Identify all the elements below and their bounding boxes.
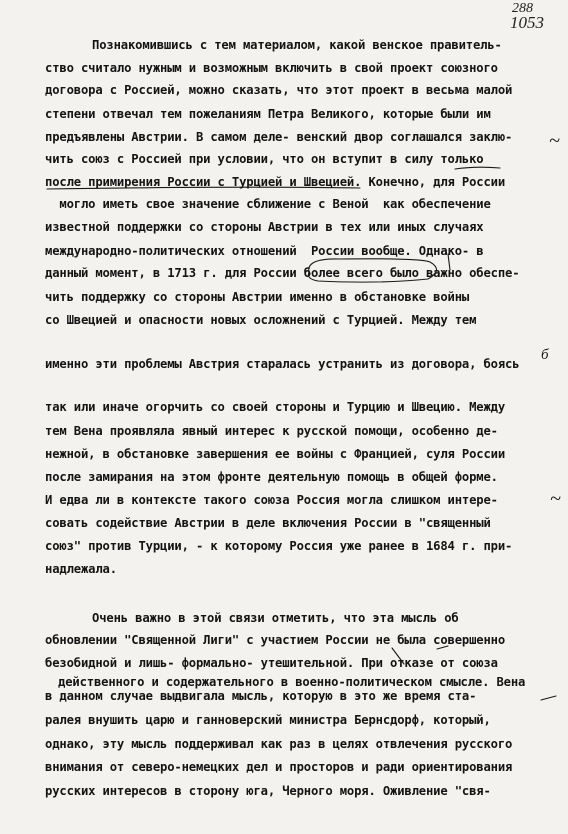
page-number-old: 288 — [512, 1, 533, 16]
margin-mark: ~ — [550, 488, 561, 510]
text-line: ралея внушить царю и ганноверский министра Бернсдорф, который, — [45, 713, 491, 727]
text-line: чить поддержку со стороны Австрии именно в обстановке войны — [45, 290, 470, 304]
text-line: безобидной и лишь- формально- утешительной. При отказе от союза — [45, 656, 498, 670]
text-line: нежной, в обстановке завершения ее войны с Францией, суля России — [45, 447, 505, 461]
text-line: могло иметь свое значение сближение с Веной как обеспечение — [45, 197, 491, 211]
text-line: Познакомившись с тем материалом, какой венское правитель- — [92, 38, 502, 52]
text-line: тем Вена проявляла явный интерес к русской помощи, особенно де- — [45, 424, 498, 438]
text-line: так или иначе огорчить со своей стороны и Турцию и Швецию. Между — [45, 400, 505, 414]
margin-stroke — [541, 696, 556, 700]
text-line: Очень важно в этой связи отметить, что эта мысль об — [92, 611, 459, 625]
underline-stroke — [455, 167, 500, 169]
text-line: ство считало нужным и возможным включить в свой проект союзного — [45, 61, 498, 75]
text-line: союз" против Турции, - к которому Россия уже ранее в 1684 г. при- — [45, 539, 513, 553]
text-line: внимания от северо-немецких дел и просторов и ради ориентирования — [45, 760, 513, 774]
text-line: чить союз с Россией при условии, что он вступит в силу только — [45, 152, 484, 166]
text-line: степени отвечал тем пожеланиям Петра Великого, которые были им — [45, 107, 491, 121]
margin-mark: ~ — [549, 130, 560, 152]
text-line: совать содействие Австрии в деле включения России в "священный — [45, 516, 491, 530]
page-number-new: 1053 — [510, 13, 544, 32]
text-line: со Швецией и опасности новых осложнений с Турцией. Между тем — [45, 313, 477, 327]
text-line: известной поддержки со стороны Австрии в тех или иных случаях — [45, 220, 484, 234]
margin-mark: б — [541, 347, 549, 363]
text-line: после примирения России с Турцией и Швецией. Конечно, для России — [45, 175, 505, 189]
text-line: данный момент, в 1713 г. для России более всего было важно обеспе- — [45, 266, 520, 280]
text-line: после замирания на этом фронте деятельную помощь в общей форме. — [45, 470, 498, 484]
text-line: именно эти проблемы Австрия старалась устранить из договора, боясь — [45, 357, 520, 371]
text-line: предъявлены Австрии. В самом деле- венский двор соглашался заклю- — [45, 130, 513, 144]
text-line: в данном случае выдвигала мысль, которую в это же время ста- — [45, 689, 477, 703]
text-line: обновлении "Священной Лиги" с участием России не была совершенно — [45, 633, 505, 647]
text-line: И едва ли в контексте такого союза Россия могла слишком интере- — [45, 493, 498, 507]
text-line: договора с Россией, можно сказать, что этот проект в весьма малой — [45, 83, 513, 97]
text-line: однако, эту мысль поддерживал как раз в целях отвлечения русского — [45, 737, 513, 751]
text-line: надлежала. — [45, 562, 117, 576]
text-line: русских интересов в сторону юга, Черного моря. Оживление "свя- — [45, 784, 491, 798]
text-line: действенного и содержательного в военно-политическом смысле. Вена — [58, 675, 526, 689]
archive-page-number — [512, 2, 544, 30]
text-line: международно-политических отношений России вообще. Однако- в — [45, 244, 484, 258]
